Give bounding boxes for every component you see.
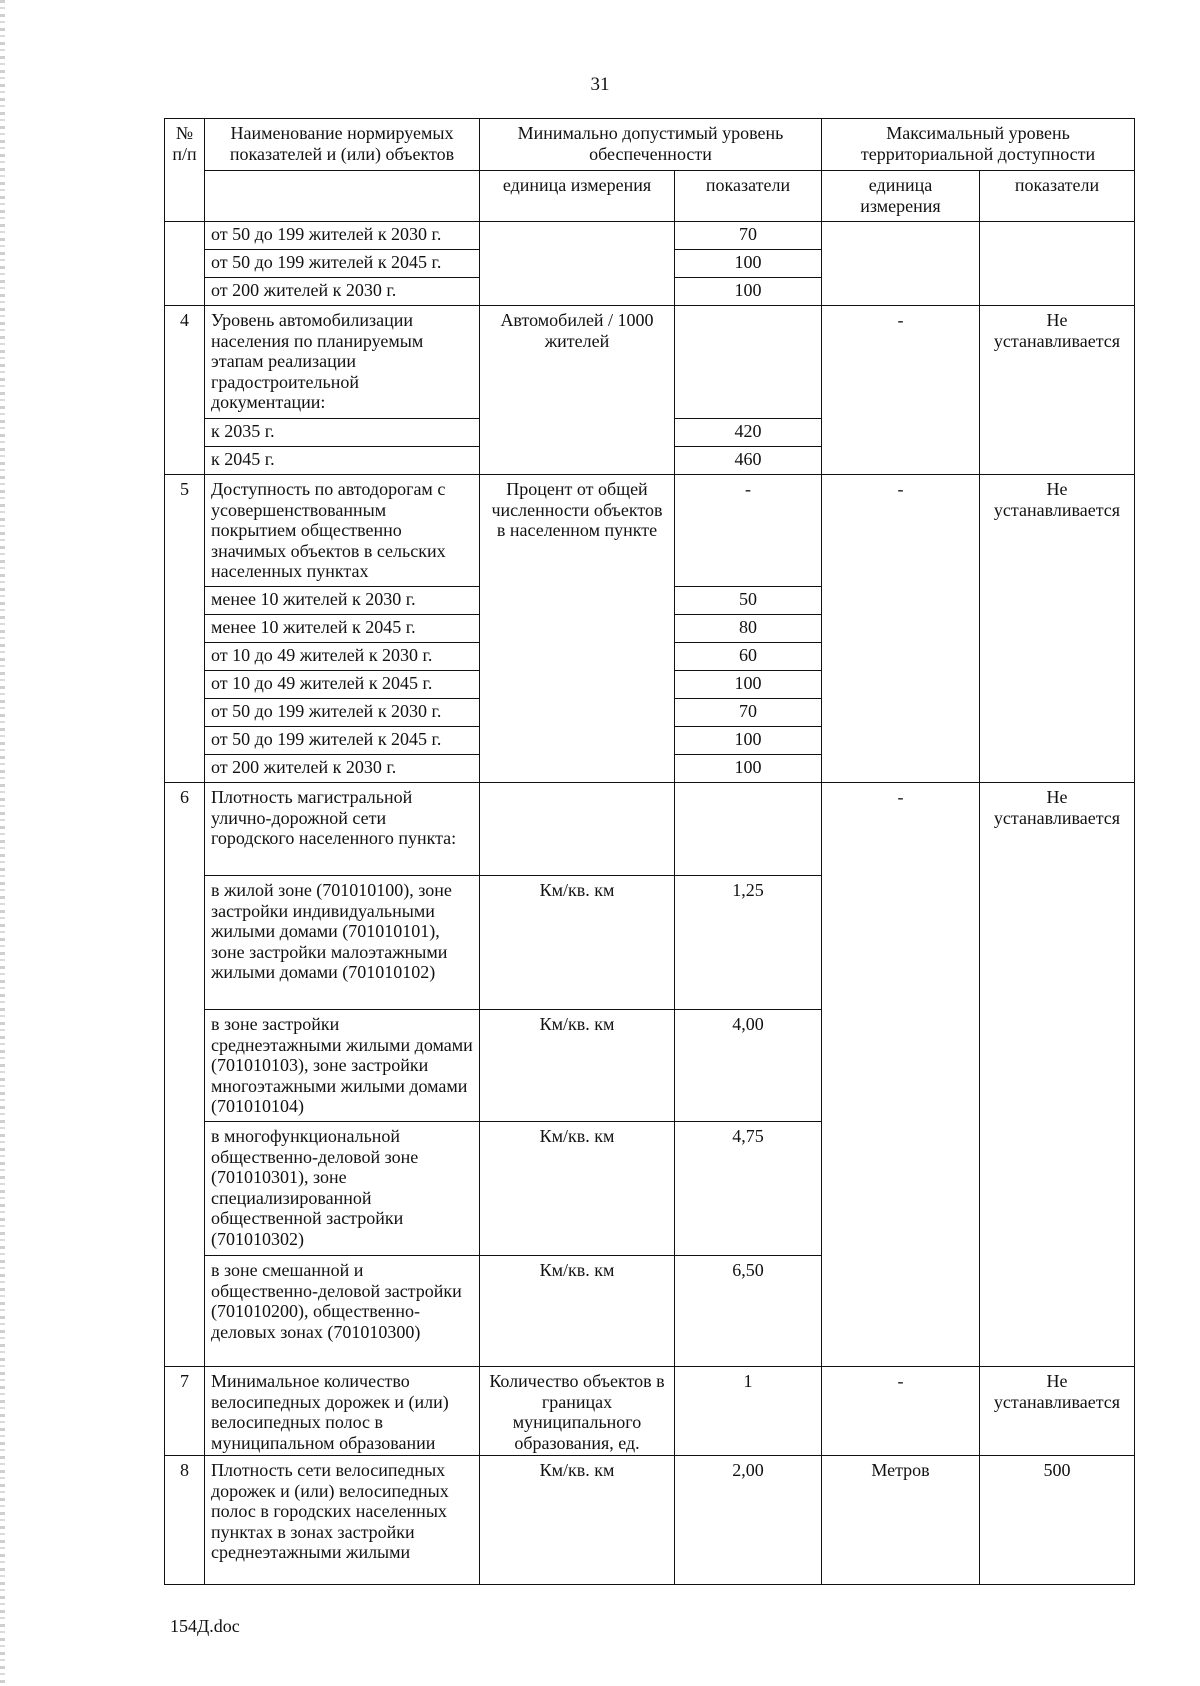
row-num: 8 [165,1456,205,1585]
row-value: 4,75 [675,1122,822,1256]
row-name: в многофункциональной общественно-деловой зоне (701010301), зоне специализированной общественной застройки (701010302) [205,1122,480,1256]
cont-max-unit [822,222,980,306]
row-value [675,306,822,419]
header-unit2: единица измерения [822,171,980,222]
row-value: 460 [675,447,822,475]
row-max-value: Не устанавливается [980,783,1135,1367]
page-number: 31 [590,74,610,95]
row-name: к 2035 г. [205,419,480,447]
norms-table [164,118,1135,1585]
row-unit: Км/кв. км [480,1122,675,1256]
row-name: от 10 до 49 жителей к 2030 г. [205,643,480,671]
row-unit: Автомобилей / 1000 жителей [480,306,675,475]
header-min-level: Минимально допустимый уровень обеспеченности [480,119,822,171]
row-name: Доступность по автодорогам с усовершенствованным покрытием общественно значимых объектов в сельских населенных пунктах [205,475,480,587]
header-max-level: Максимальный уровень территориальной доступности [822,119,1135,171]
row-name: от 50 до 199 жителей к 2045 г. [205,727,480,755]
table-row [165,1456,1135,1585]
header-num: № п/п [165,119,205,171]
table-row [165,1367,1135,1456]
row-max-unit: - [822,306,980,475]
row-name: от 50 до 199 жителей к 2030 г. [205,699,480,727]
header-num-cont [165,171,205,222]
row-name: менее 10 жителей к 2030 г. [205,587,480,615]
row-max-value: Не устанавливается [980,1367,1135,1456]
header-row [165,119,1135,171]
row-name: от 10 до 49 жителей к 2045 г. [205,671,480,699]
row-value: 6,50 [675,1256,822,1367]
row-max-value: Не устанавливается [980,306,1135,475]
table-row [165,306,1135,419]
row-value: 1 [675,1367,822,1456]
row-value: 80 [675,615,822,643]
row-value: 4,00 [675,1010,822,1122]
row-name: к 2045 г. [205,447,480,475]
row-value: 100 [675,671,822,699]
scan-edge [0,0,5,1686]
header-name: Наименование нормируемых показателей и (или) объектов [205,119,480,171]
row-value: 70 [675,699,822,727]
row-name: от 200 жителей к 2030 г. [205,755,480,783]
row-value: 50 [675,587,822,615]
row-max-unit: - [822,783,980,1367]
row-max-unit: - [822,1367,980,1456]
cont-name: от 50 до 199 жителей к 2030 г. [205,222,480,250]
footer-filename: 154Д.doc [170,1616,240,1636]
row-name: менее 10 жителей к 2045 г. [205,615,480,643]
row-value: - [675,475,822,587]
header-indicators2: показатели [980,171,1135,222]
subheader-row [165,171,1135,222]
row-name: в зоне смешанной и общественно-деловой застройки (701010200), общественно-деловых зонах (701010300) [205,1256,480,1367]
cont-name: от 50 до 199 жителей к 2045 г. [205,250,480,278]
cont-value: 70 [675,222,822,250]
row-unit: Км/кв. км [480,1456,675,1585]
row-name: Плотность сети велосипедных дорожек и (или) велосипедных полос в городских населенных пунктах в зонах застройки среднеэтажными жилыми [205,1456,480,1585]
row-max-value: 500 [980,1456,1135,1585]
row-unit: Км/кв. км [480,1256,675,1367]
cont-num [165,222,205,306]
row-unit: Количество объектов в границах муниципального образования, ед. [480,1367,675,1456]
row-unit [480,783,675,876]
row-name: Плотность магистральной улично-дорожной сети городского населенного пункта: [205,783,480,876]
row-value: 100 [675,727,822,755]
row-value: 420 [675,419,822,447]
row-value [675,783,822,876]
row-name: Минимальное количество велосипедных дорожек и (или) велосипедных полос в муниципальном образовании [205,1367,480,1456]
row-num: 4 [165,306,205,475]
row-name: в жилой зоне (701010100), зоне застройки индивидуальными жилыми домами (701010101), зоне застройки малоэтажными жилыми домами (701010102) [205,876,480,1010]
header-indicators: показатели [675,171,822,222]
cont-name: от 200 жителей к 2030 г. [205,278,480,306]
header-unit: единица измерения [480,171,675,222]
header-name-empty [205,171,480,222]
row-value: 60 [675,643,822,671]
row-max-unit: - [822,475,980,783]
row-unit: Процент от общей численности объектов в населенном пункте [480,475,675,783]
row-value: 1,25 [675,876,822,1010]
cont-max-value [980,222,1135,306]
row-unit: Км/кв. км [480,876,675,1010]
row-value: 2,00 [675,1456,822,1585]
table-row [165,222,1135,250]
cont-unit [480,222,675,306]
row-unit: Км/кв. км [480,1010,675,1122]
row-num: 5 [165,475,205,783]
row-name: Уровень автомобилизации населения по планируемым этапам реализации градостроительной документации: [205,306,480,419]
cont-value: 100 [675,278,822,306]
row-num: 7 [165,1367,205,1456]
row-name: в зоне застройки среднеэтажными жилыми домами (701010103), зоне застройки многоэтажными жилыми домами (701010104) [205,1010,480,1122]
row-max-unit: Метров [822,1456,980,1585]
row-max-value: Не устанавливается [980,475,1135,783]
row-value: 100 [675,755,822,783]
row-num: 6 [165,783,205,1367]
cont-value: 100 [675,250,822,278]
table-row [165,783,1135,876]
table-row [165,475,1135,587]
